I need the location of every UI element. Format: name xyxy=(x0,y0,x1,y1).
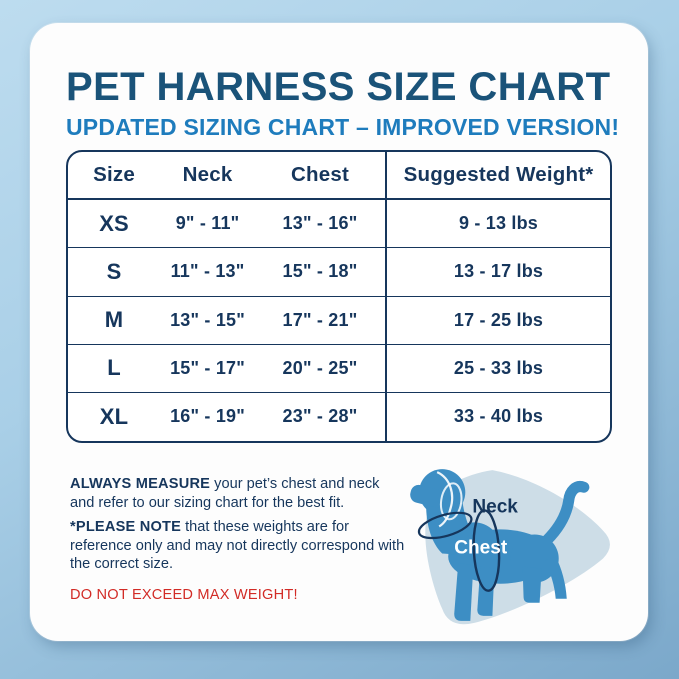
chest-cell: 15" - 18" xyxy=(282,261,358,282)
table-header-row xyxy=(68,152,610,200)
neck-cell: 9" - 11" xyxy=(175,213,240,234)
chart-header xyxy=(66,65,620,141)
measure-note xyxy=(70,475,407,512)
size-cell: M xyxy=(104,307,124,333)
neck-label: Neck xyxy=(472,496,518,518)
chest-cell: 20" - 25" xyxy=(282,357,358,378)
reference-note xyxy=(70,518,407,574)
notes-section xyxy=(70,475,407,610)
size-cell: S xyxy=(106,258,122,284)
size-cell: XL xyxy=(99,403,129,429)
size-table xyxy=(66,150,612,443)
size-cell: L xyxy=(107,355,121,381)
chest-cell: 23" - 28" xyxy=(282,406,358,427)
reference-note-text: that these weights are for reference only and may not directly correspond with the correct size. xyxy=(70,519,405,572)
table-row-xs xyxy=(68,200,610,248)
max-weight-warning: DO NOT EXCEED MAX WEIGHT! xyxy=(70,586,298,603)
dog-rear-leg-near xyxy=(523,567,542,603)
chest-cell: 13" - 16" xyxy=(282,213,358,234)
weight-cell: 17 - 25 lbs xyxy=(385,297,610,344)
neck-cell: 13" - 15" xyxy=(170,309,245,330)
weight-cell: 25 - 33 lbs xyxy=(385,345,610,392)
page-subtitle: UPDATED SIZING CHART – IMPROVED VERSION! xyxy=(66,113,620,140)
weight-cell: 9 - 13 lbs xyxy=(385,200,610,247)
reference-note-lead: *PLEASE NOTE xyxy=(70,519,182,535)
table-row-s xyxy=(68,248,610,296)
table-row-m xyxy=(68,297,610,345)
measure-note-text: your pet’s chest and neck and refer to our sizing chart for the best fit. xyxy=(70,476,380,511)
size-chart-card xyxy=(30,23,648,641)
header-size: Size xyxy=(93,163,135,187)
neck-cell: 11" - 13" xyxy=(170,261,245,282)
dog-diagram-svg xyxy=(404,450,620,636)
dog-measurement-diagram xyxy=(404,450,620,636)
neck-cell: 16" - 19" xyxy=(170,406,245,427)
table-row-l xyxy=(68,345,610,393)
header-neck: Neck xyxy=(182,163,233,187)
chest-label: Chest xyxy=(454,537,508,559)
page-title: PET HARNESS SIZE CHART xyxy=(66,65,611,109)
weight-cell: 33 - 40 lbs xyxy=(385,393,610,441)
chest-cell: 17" - 21" xyxy=(282,309,358,330)
neck-cell: 15" - 17" xyxy=(170,357,245,378)
weight-cell: 13 - 17 lbs xyxy=(385,248,610,295)
header-chest: Chest xyxy=(291,163,349,187)
size-cell: XS xyxy=(99,210,129,236)
measure-note-lead: ALWAYS MEASURE xyxy=(70,476,211,492)
table-row-xl xyxy=(68,393,610,441)
header-suggested-weight: Suggested Weight* xyxy=(385,152,610,198)
